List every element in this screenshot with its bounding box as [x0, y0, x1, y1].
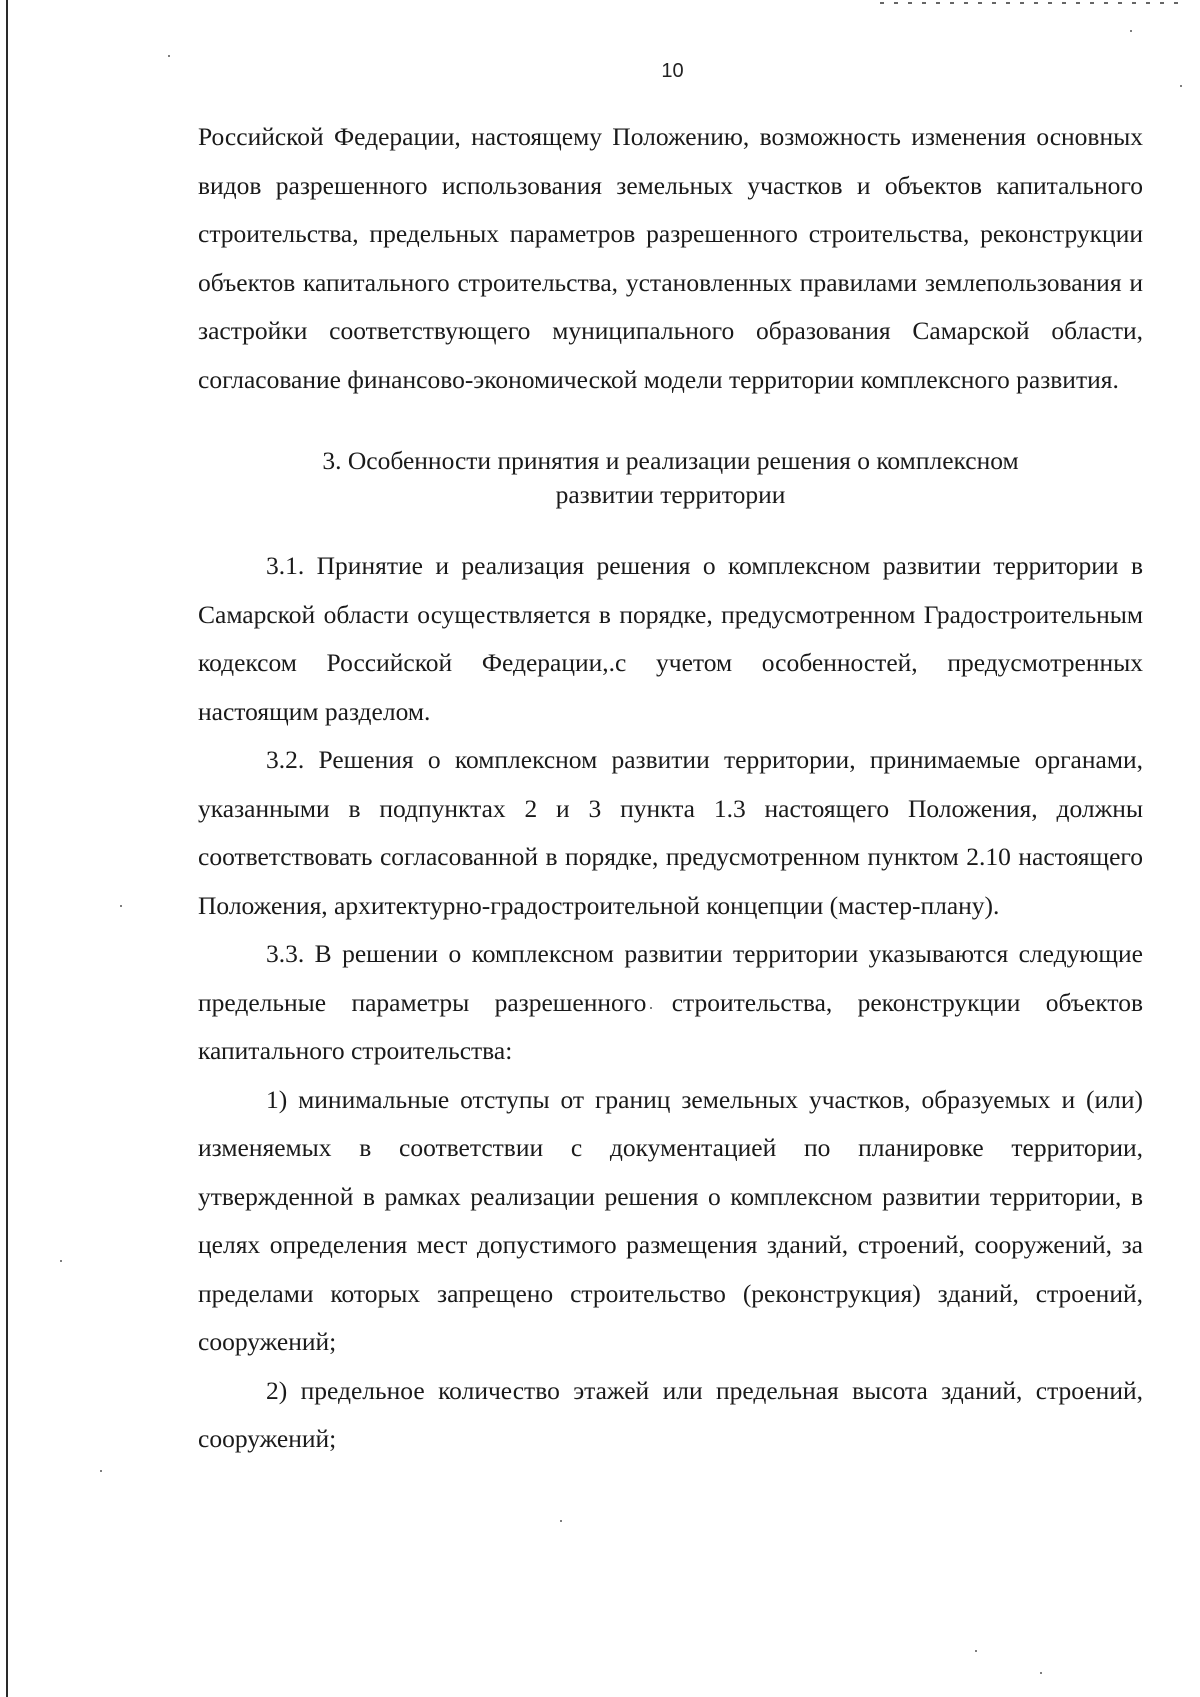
section-heading — [198, 444, 1143, 512]
scan-speck — [60, 1260, 62, 1262]
scan-speck — [560, 1520, 562, 1522]
scan-speck — [120, 905, 122, 907]
list-item-2: 2) предельное количество этажей или предельная высота зданий, строений, сооружений; — [198, 1375, 1143, 1453]
scan-speck — [100, 1470, 102, 1472]
scan-speck — [1040, 1672, 1042, 1674]
scan-speck — [975, 1650, 977, 1652]
scan-left-edge — [6, 0, 8, 1697]
scan-top-edge — [880, 2, 1180, 4]
scan-speck — [1130, 30, 1132, 32]
paragraph-3-2: 3.2. Решения о комплексном развитии территории, принимаемые органами, указанными в подпунктах 2 и 3 пункта 1.3 настоящего Положения, должны соответствовать согласованной в порядке, предусмотренном пунктом 2.10 настоящего Положения, архитектурно-градостроительной концепции (мастер-плану). — [198, 745, 1143, 920]
document-body — [198, 113, 1143, 1464]
scan-speck — [168, 55, 170, 57]
section-heading-line-2: развитии территории — [555, 480, 786, 509]
list-item-1: 1) минимальные отступы от границ земельных участков, образуемых и (или) изменяемых в соответствии с документацией по планировке территории, утвержденной в рамках реализации решения о комплексном развитии территории, в целях определения мест допустимого размещения зданий, строений, сооружений, за пределами которых запрещено строительство (реконструкция) зданий, строений, сооружений; — [198, 1084, 1143, 1356]
page-number: 10 — [661, 60, 684, 82]
section-heading-line-1: 3. Особенности принятия и реализации решения о комплексном — [322, 446, 1019, 475]
paragraph-3-1: 3.1. Принятие и реализация решения о комплексном развитии территории в Самарской области осуществляется в порядке, предусмотренном Градостроительным кодексом Российской Федерации,.с учетом особенностей, предусмотренных настоящим разделом. — [198, 551, 1143, 726]
scan-speck — [1180, 85, 1182, 87]
paragraph-3-3: 3.3. В решении о комплексном развитии территории указываются следующие предельные параметры разрешенного строительства, реконструкции объектов капитального строительства: — [198, 939, 1143, 1065]
intro-paragraph: Российской Федерации, настоящему Положению, возможность изменения основных видов разрешенного использования земельных участков и объектов капитального строительства, предельных параметров разрешенного строительства, реконструкции объектов капитального строительства, установленных правилами землепользования и застройки соответствующего муниципального образования Самарской области, согласование финансово-экономической модели территории комплексного развития. — [198, 122, 1143, 394]
